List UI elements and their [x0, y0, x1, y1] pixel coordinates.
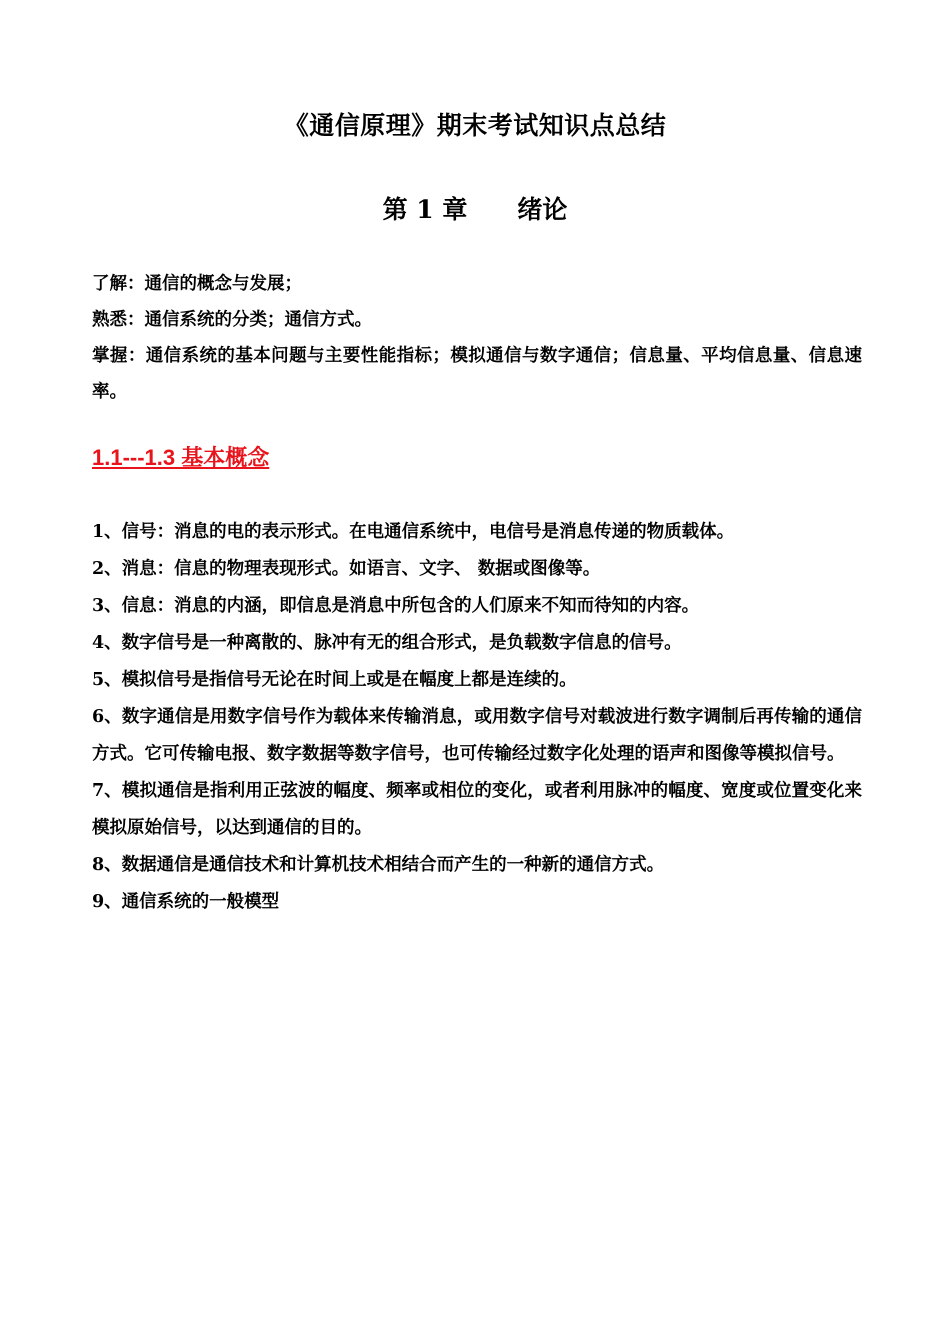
list-item: 1、信号：消息的电的表示形式。在电通信系统中，电信号是消息传递的物质载体。	[92, 522, 735, 542]
chapter-name: 绪论	[517, 195, 568, 224]
list-item: 9、通信系统的一般模型	[92, 892, 280, 912]
list-item: 2、消息：信息的物理表现形式。如语言、文字、 数据或图像等。	[92, 559, 601, 579]
list-item: 3、信息：消息的内涵，即信息是消息中所包含的人们原来不知而待知的内容。	[92, 596, 700, 616]
learning-requirements	[92, 266, 862, 410]
concept-list	[92, 514, 862, 921]
requirement-familiar: 熟悉：通信系统的分类；通信方式。	[92, 310, 372, 330]
chapter-title	[0, 192, 950, 228]
list-item: 4、数字信号是一种离散的、脉冲有无的组合形式，是负载数字信息的信号。	[92, 633, 682, 653]
list-item: 6、数字通信是用数字信号作为载体来传输消息，或用数字信号对载波进行数字调制后再传输的通信方式。它可传输电报、数字数据等数字信号，也可传输经过数字化处理的语声和图像等模拟信号。	[92, 707, 862, 764]
document-title: 《通信原理》期末考试知识点总结	[283, 111, 667, 140]
list-item: 7、模拟通信是指利用正弦波的幅度、频率或相位的变化，或者利用脉冲的幅度、宽度或位置变化来模拟原始信号，以达到通信的目的。	[92, 781, 862, 838]
list-item: 5、模拟信号是指信号无论在时间上或是在幅度上都是连续的。	[92, 670, 577, 690]
list-item: 8、数据通信是通信技术和计算机技术相结合而产生的一种新的通信方式。	[92, 855, 665, 875]
chapter-number: 第 1 章	[382, 195, 468, 224]
section-heading: 1.1---1.3 基本概念	[92, 445, 270, 470]
requirement-master: 掌握：通信系统的基本问题与主要性能指标；模拟通信与数字通信；信息量、平均信息量、信息速率。	[92, 346, 862, 402]
requirement-understand: 了解：通信的概念与发展；	[92, 274, 302, 294]
